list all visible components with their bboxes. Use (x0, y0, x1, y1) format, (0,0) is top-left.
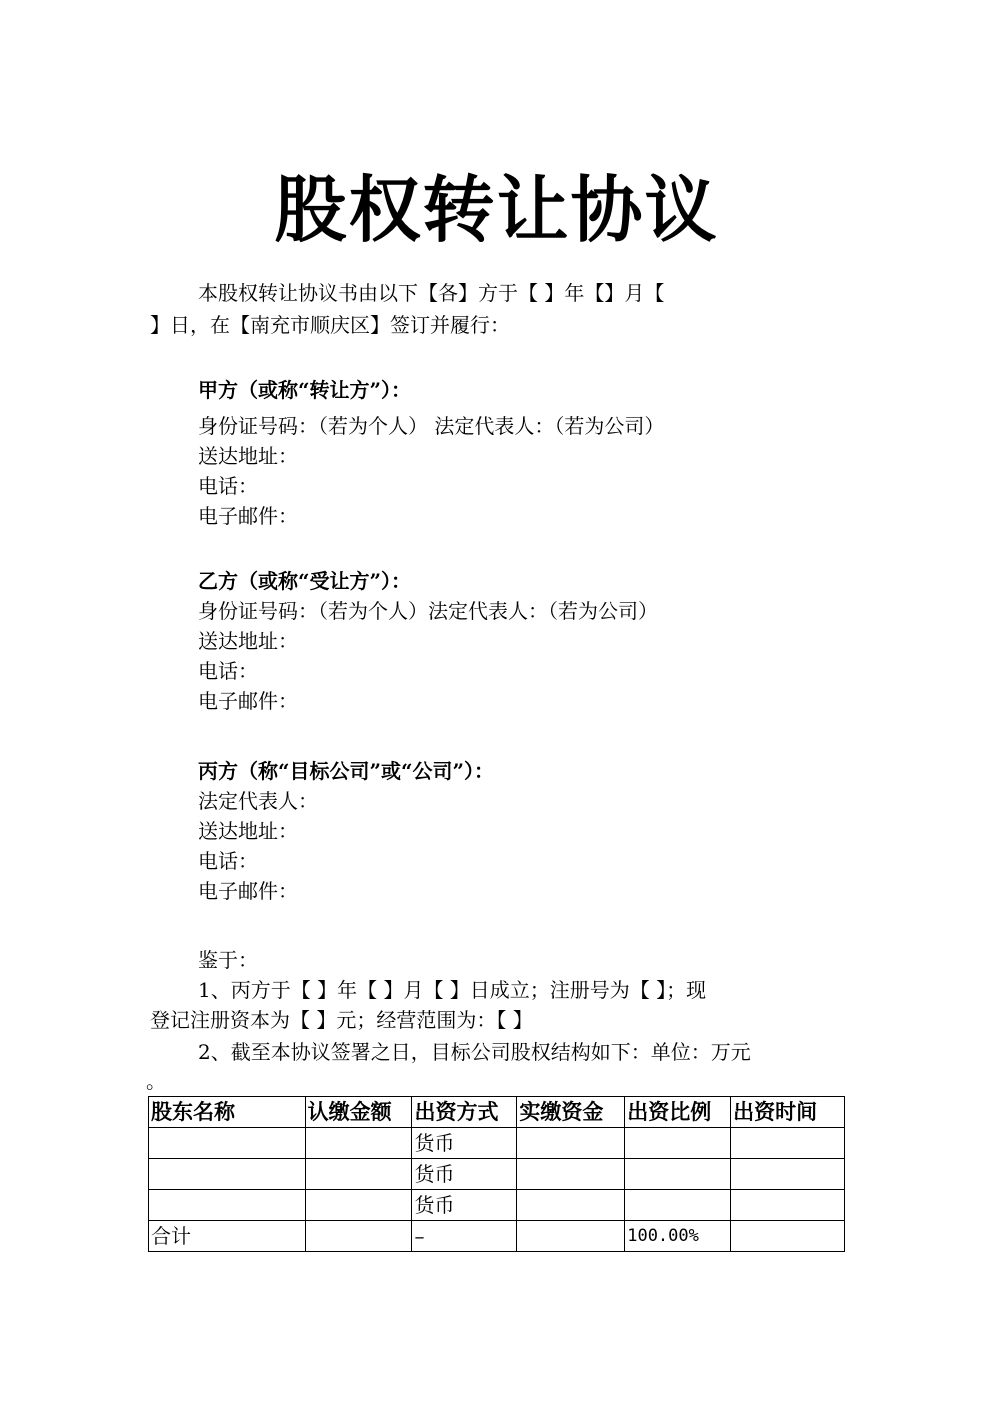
table-row (149, 1159, 845, 1190)
party-a-email: 电子邮件： (198, 504, 298, 528)
table-cell: 货币 (412, 1128, 517, 1159)
party-c-address: 送达地址： (198, 819, 298, 843)
table-cell (305, 1190, 412, 1221)
column-header-paid: 实缴资金 (517, 1097, 625, 1128)
column-header-time: 出资时间 (731, 1097, 845, 1128)
table-cell: 货币 (412, 1190, 517, 1221)
table-cell (305, 1221, 412, 1252)
table-cell (149, 1190, 306, 1221)
intro-line-2: 】日，在【南充市顺庆区】签订并履行： (150, 313, 510, 337)
column-header-method: 出资方式 (412, 1097, 517, 1128)
equity-structure-table (148, 1096, 845, 1252)
table-cell (305, 1128, 412, 1159)
table-cell (731, 1159, 845, 1190)
table-cell: – (412, 1221, 517, 1252)
table-row (149, 1128, 845, 1159)
party-c-phone: 电话： (198, 849, 258, 873)
party-a-phone: 电话： (198, 474, 258, 498)
party-a-id-line: 身份证号码：（若为个人） 法定代表人：（若为公司） (198, 414, 665, 438)
party-a-section (198, 375, 664, 531)
party-b-email: 电子邮件： (198, 689, 298, 713)
party-c-rep: 法定代表人： (198, 789, 318, 813)
party-a-address: 送达地址： (198, 444, 298, 468)
party-b-section (198, 566, 658, 716)
party-a-heading: 甲方（或称“转让方”）： (198, 378, 412, 402)
column-header-subscribed: 认缴金额 (305, 1097, 412, 1128)
whereas-item-1-line-1: 1、丙方于【 】年【 】月【 】日成立；注册号为【 】；现 (198, 978, 707, 1002)
table-cell (625, 1190, 731, 1221)
table-cell (517, 1190, 625, 1221)
table-cell (731, 1190, 845, 1221)
column-header-shareholder: 股东名称 (149, 1097, 306, 1128)
table-header-row (149, 1097, 845, 1128)
whereas-item-2-line-1: 2、截至本协议签署之日，目标公司股权结构如下：单位：万元 (198, 1040, 751, 1064)
table-cell (731, 1221, 845, 1252)
whereas-item-1-line-2: 登记注册资本为【 】元；经营范围为：【 】 (150, 1008, 533, 1032)
table-cell (517, 1159, 625, 1190)
table-row (149, 1190, 845, 1221)
table-cell (149, 1159, 306, 1190)
table-cell (305, 1159, 412, 1190)
party-c-section (198, 756, 494, 906)
table-cell (149, 1128, 306, 1159)
table-total-row (149, 1221, 845, 1252)
document-title: 股权转让协议 (274, 167, 719, 252)
total-label-cell: 合计 (149, 1221, 306, 1252)
party-b-phone: 电话： (198, 659, 258, 683)
party-b-id-line: 身份证号码：（若为个人）法定代表人：（若为公司） (198, 599, 658, 623)
table-cell: 货币 (412, 1159, 517, 1190)
table-cell (731, 1128, 845, 1159)
party-c-email: 电子邮件： (198, 879, 298, 903)
party-b-heading: 乙方（或称“受让方”）： (198, 569, 412, 593)
table-cell (625, 1159, 731, 1190)
table-cell (517, 1221, 625, 1252)
whereas-heading: 鉴于： (198, 948, 258, 972)
total-ratio-cell: 100.00% (625, 1221, 731, 1252)
party-b-address: 送达地址： (198, 629, 298, 653)
intro-line-1: 本股权转让协议书由以下【各】方于【 】年【】月【 (198, 281, 665, 305)
table-cell (517, 1128, 625, 1159)
column-header-ratio: 出资比例 (625, 1097, 731, 1128)
party-c-heading: 丙方（称“目标公司”或“公司”）： (198, 759, 495, 783)
whereas-item-2-line-2: 。 (146, 1069, 166, 1093)
table-cell (625, 1128, 731, 1159)
